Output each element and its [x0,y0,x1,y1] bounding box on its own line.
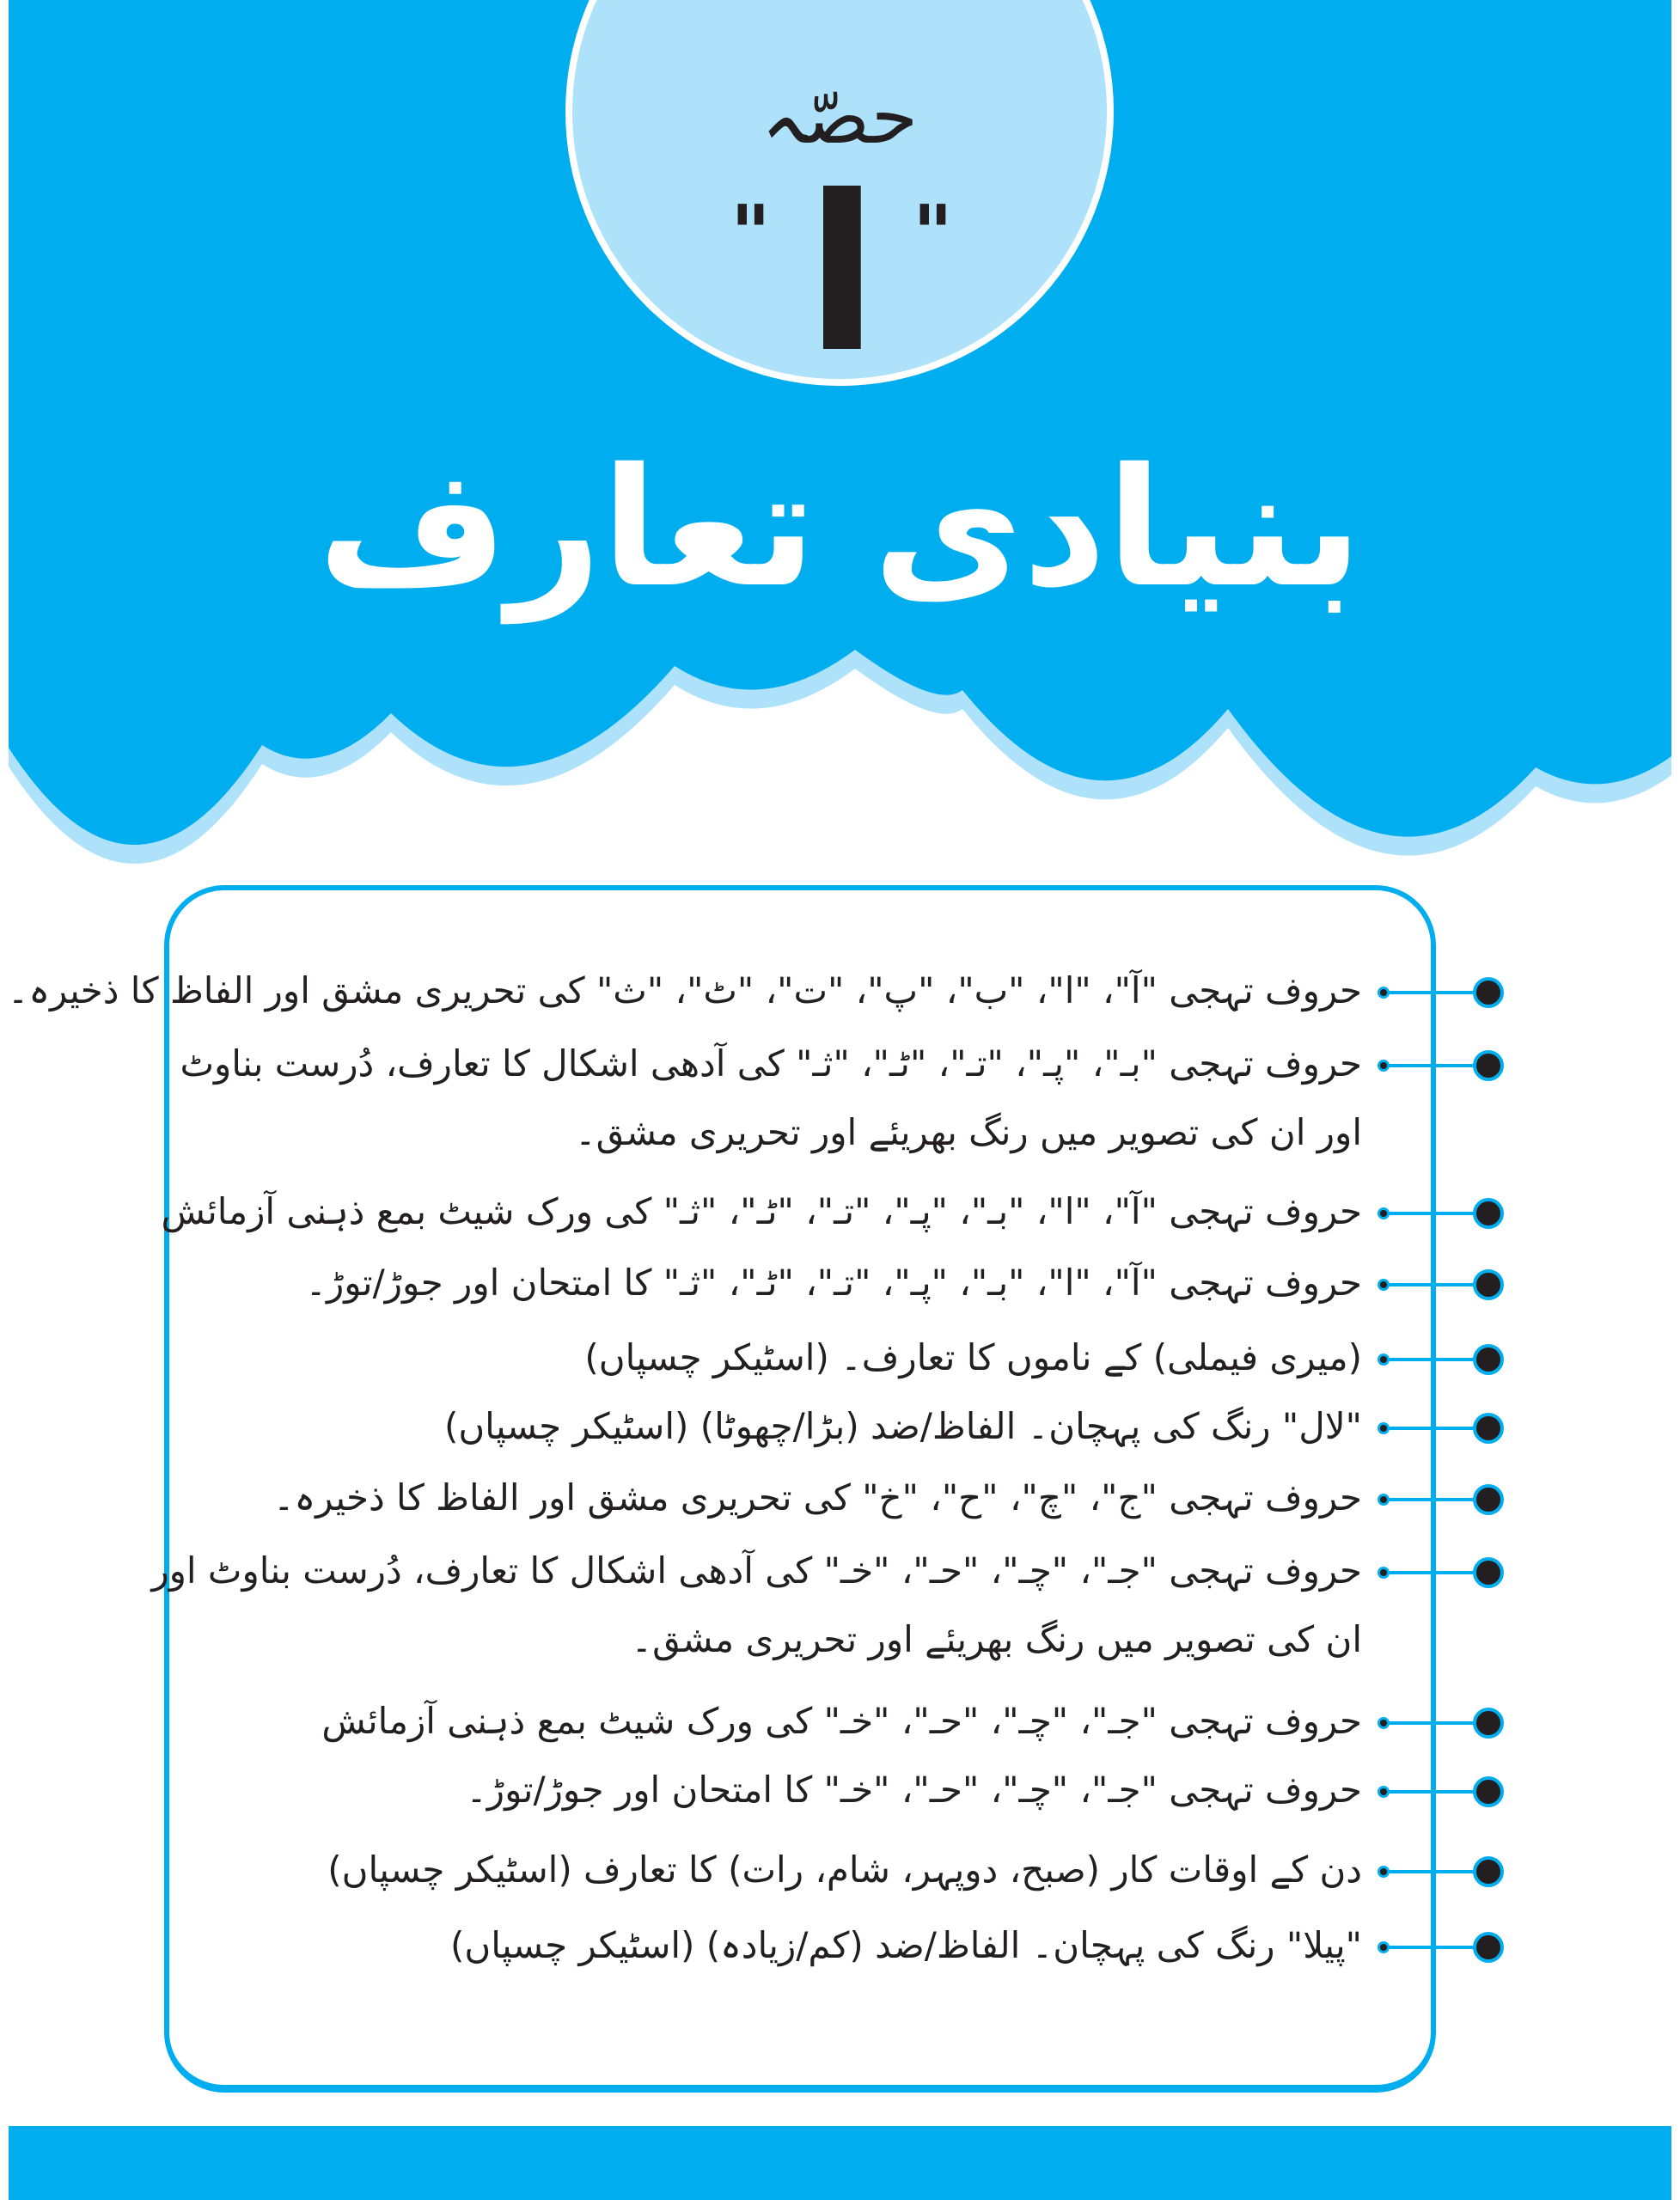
list-item-text: "لال" رنگ کی پہچان۔ الفاظ/ضد (بڑا/چھوٹا) (اسٹیکر چسپاں) [443,1404,1362,1447]
list-item-text: حروف تہجی "جـ"، "چـ"، "حـ"، "خـ" کا امتحان اور جوڑ/توڑ۔ [466,1768,1362,1811]
list-item-text: حروف تہجی "آ"، "ا"، "بـ"، "پـ"، "تـ"، "ٹـ"، "ثـ" کا امتحان اور جوڑ/توڑ۔ [305,1261,1362,1304]
list-item-text: ان کی تصویر میں رنگ بھریئے اور تحریری مشق۔ [631,1617,1362,1660]
bullet-small-dot-icon [1378,1494,1390,1506]
bullet-dot-icon [1473,977,1504,1008]
section-number-close-quote: " [913,189,953,279]
bullet-dot-icon [1473,1269,1504,1300]
bullet-dot-icon [1473,1413,1504,1444]
section-label: حصّہ [761,72,919,161]
list-item-text: حروف تہجی "ج"، "چ"، "ح"، "خ" کی تحریری مشق اور الفاظ کا ذخیرہ۔ [272,1476,1362,1519]
list-item-text: دن کے اوقات کار (صبح، دوپہر، شام، رات) کا تعارف (اسٹیکر چسپاں) [327,1848,1362,1891]
bullet-small-dot-icon [1378,1567,1390,1579]
bullet-small-dot-icon [1378,1422,1390,1434]
bullet-small-dot-icon [1378,1941,1390,1953]
bullet-small-dot-icon [1378,987,1390,999]
section-number-open-quote: " [730,189,771,279]
list-item-text: (میری فیملی) کے ناموں کا تعارف۔ (اسٹیکر چسپاں) [584,1335,1362,1378]
list-item-text: اور ان کی تصویر میں رنگ بھریئے اور تحریری مشق۔ [574,1110,1362,1153]
page-title: بنیادی تعارف [317,433,1363,623]
bullet-small-dot-icon [1378,1786,1390,1798]
bullet-small-dot-icon [1378,1060,1390,1072]
bullet-small-dot-icon [1378,1354,1390,1366]
bullet-dot-icon [1473,1050,1504,1081]
list-item-text: حروف تہجی "جـ"، "چـ"، "حـ"، "خـ" کی آدھی اشکال کا تعارف، دُرست بناوٹ اور [151,1549,1362,1592]
bullet-small-dot-icon [1378,1866,1390,1878]
section-number: ا [805,150,879,400]
list-item-text: حروف تہجی "جـ"، "چـ"، "حـ"، "خـ" کی ورک شیٹ بمع ذہنی آزمائش [321,1699,1362,1742]
bullet-dot-icon [1473,1856,1504,1887]
bullet-dot-icon [1473,1708,1504,1739]
bullet-dot-icon [1473,1776,1504,1807]
list-item-text: حروف تہجی "بـ"، "پـ"، "تـ"، "ٹـ"، "ثـ" کی آدھی اشکال کا تعارف، دُرست بناوٹ [180,1042,1362,1085]
list-item-text: حروف تہجی "آ"، "ا"، "ب"، "پ"، "ت"، "ٹ"، "ث" کی تحریری مشق اور الفاظ کا ذخیرہ۔ [7,969,1362,1011]
bullet-dot-icon [1473,1344,1504,1375]
list-item-text: "پیلا" رنگ کی پہچان۔ الفاظ/ضد (کم/زیادہ) (اسٹیکر چسپاں) [450,1923,1362,1966]
footer-bar [9,2126,1671,2200]
bullet-dot-icon [1473,1932,1504,1963]
list-item-text: حروف تہجی "آ"، "ا"، "بـ"، "پـ"، "تـ"، "ٹـ"، "ثـ" کی ورک شیٹ بمع ذہنی آزمائش [161,1189,1362,1232]
bullet-small-dot-icon [1378,1717,1390,1729]
bullet-dot-icon [1473,1557,1504,1588]
bullet-dot-icon [1473,1198,1504,1229]
bullet-small-dot-icon [1378,1279,1390,1291]
bullet-small-dot-icon [1378,1207,1390,1219]
bullet-dot-icon [1473,1484,1504,1515]
